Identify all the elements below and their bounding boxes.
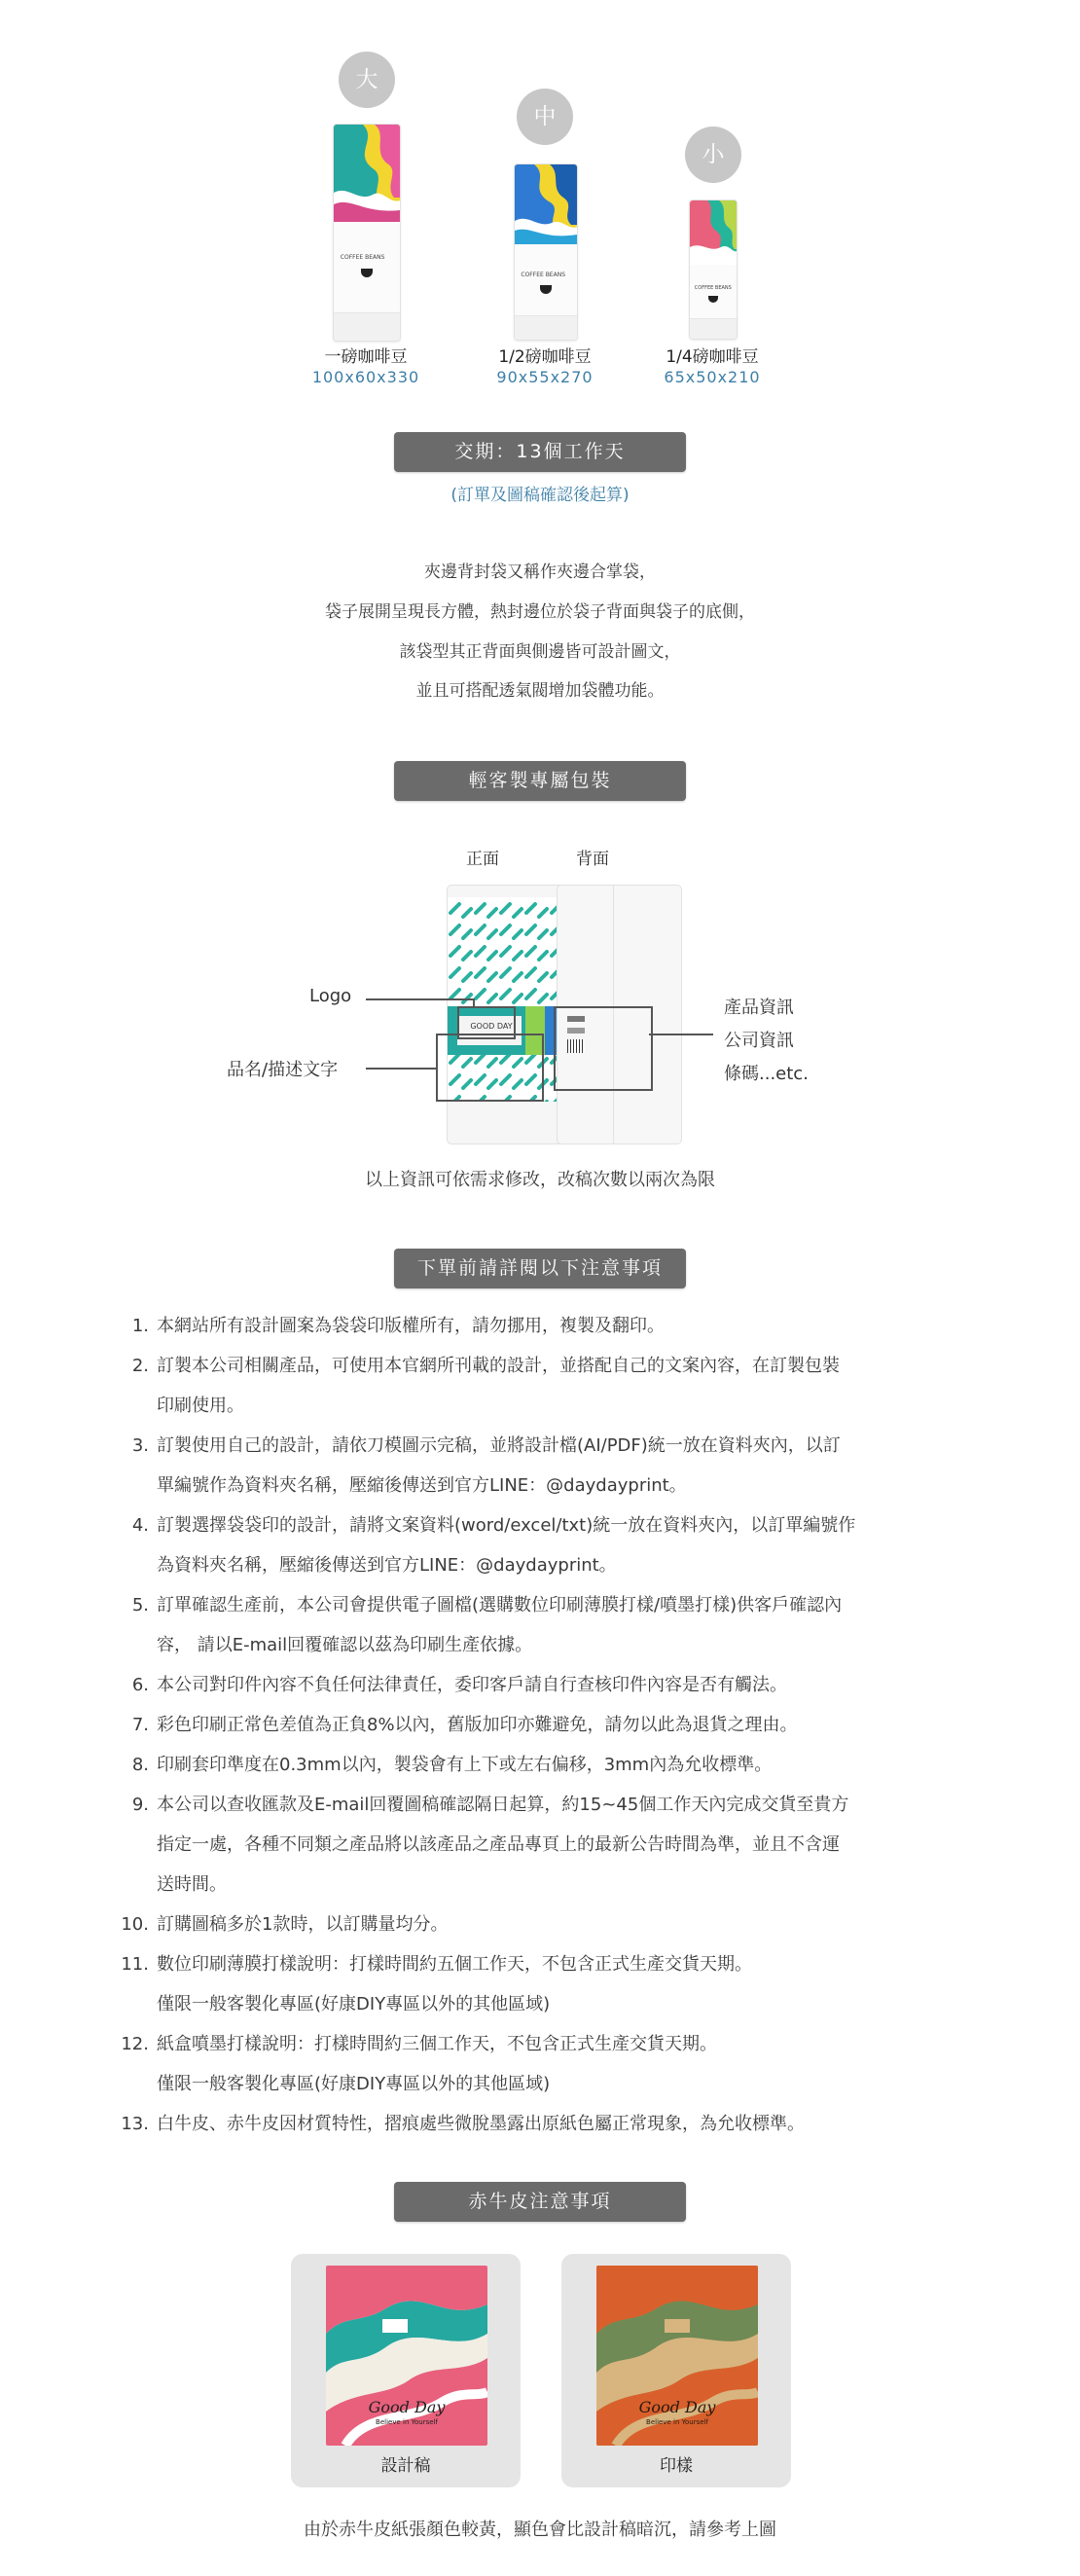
notice-item: 11. 數位印刷薄膜打樣說明：打樣時間約五個工作天，不包含正式生產交貨天期。 僅限一般客製化專區(好康DIY專區以外的其他區域)	[121, 1954, 752, 2014]
cup-icon	[361, 269, 373, 277]
cup-icon	[540, 285, 552, 294]
notice-item: 3. 訂製使用自己的設計，請依刀模圖示完稿，並將設計檔(AI/PDF)統一放在資料夾內，以訂 單編號作為資料夾名稱，壓縮後傳送到官方LINE：@daydayprint。	[131, 1435, 841, 1496]
size-badge-small: 小	[685, 127, 741, 183]
custom-footnote: 以上資訊可依需求修改，改稿次數以兩次為限	[365, 1170, 715, 1190]
print-card	[561, 2254, 791, 2487]
notice-item: 12. 紙盒噴墨打樣說明：打樣時間約三個工作天，不包含正式生產交貨天期。 僅限一般客製化專區(好康DIY專區以外的其他區域)	[121, 2034, 717, 2094]
logo-callout-label: Logo	[309, 986, 352, 1006]
notice-item: 8. 印刷套印準度在0.3mm以內，製袋會有上下或左右偏移，3mm內為允收標準。	[131, 1755, 773, 1775]
notice-item: 10. 訂購圖稿多於1款時，以訂購量均分。	[121, 1914, 449, 1935]
bag-large-label: COFFEE BEANS	[340, 254, 385, 261]
barcode-label: 條碼...etc.	[724, 1064, 809, 1084]
delivery-note: (訂單及圖稿確認後起算)	[450, 486, 630, 505]
brand-text: GOOD DAY	[470, 1022, 513, 1031]
print-sample-image	[596, 2266, 758, 2446]
notice-item: 4. 訂製選擇袋袋印的設計，請將文案資料(word/excel/txt)統一放在資料夾內，以訂單編號作 為資料夾名稱，壓縮後傳送到官方LINE：@daydayprint。	[131, 1515, 856, 1576]
bag-medium-image	[514, 163, 578, 341]
size-name-medium: 1/2磅咖啡豆	[498, 347, 592, 367]
size-name-large: 一磅咖啡豆	[324, 347, 408, 367]
name-callout-frame	[436, 1034, 544, 1102]
notice-item: 5. 訂單確認生產前，本公司會提供電子圖檔(選購數位印刷薄膜打樣/噴墨打樣)供客戶確認內 容， 請以E-mail回覆確認以茲為印刷生產依據。	[131, 1595, 843, 1655]
front-label: 正面	[466, 850, 499, 869]
design-sample-sub: Believe in Yourself	[376, 2418, 438, 2426]
bag-large-image	[333, 124, 401, 342]
info-callout-frame	[554, 1006, 653, 1091]
name-callout-label: 品名/描述文字	[227, 1060, 339, 1080]
size-badge-large: 大	[339, 52, 395, 108]
cup-icon	[708, 296, 718, 303]
notice-header: 下單前請詳閱以下注意事項	[394, 1249, 686, 1288]
notice-item: 9. 本公司以查收匯款及E-mail回覆圖稿確認隔日起算，約15~45個工作天內完成交貨至貴方 指定一處，各種不同類之產品將以該產品之產品專頁上的最新公告時間為準，並且不含運 送時間。	[131, 1795, 849, 1895]
description-line-2: 袋子展開呈現長方體，熱封邊位於袋子背面與袋子的底側，	[325, 602, 755, 622]
design-card	[291, 2254, 521, 2487]
print-sample-sub: Believe in Yourself	[646, 2418, 708, 2426]
notice-item: 2. 訂製本公司相關產品，可使用本官網所刊載的設計，並搭配自己的文案內容，在訂製包裝 印刷使用。	[131, 1356, 840, 1416]
notice-list	[112, 1306, 988, 2144]
description-line-1: 夾邊背封袋又稱作夾邊合掌袋，	[424, 562, 656, 582]
design-sample-title: Good Day	[368, 2398, 446, 2416]
delivery-header: 交期：13個工作天	[394, 432, 686, 472]
print-sample-title: Good Day	[638, 2398, 716, 2416]
size-name-small: 1/4磅咖啡豆	[666, 347, 759, 367]
print-caption: 印樣	[660, 2456, 693, 2476]
notice-item: 1. 本網站所有設計圖案為袋袋印版權所有，請勿挪用，複製及翻印。	[131, 1316, 665, 1336]
design-caption: 設計稿	[380, 2456, 431, 2476]
notice-item: 6. 本公司對印件內容不負任何法律責任，委印客戶請自行查核印件內容是否有觸法。	[131, 1675, 787, 1695]
bag-small-label: COFFEE BEANS	[694, 285, 732, 291]
notice-item: 7. 彩色印刷正常色差值為正負8%以內，舊版加印亦難避免，請勿以此為退貨之理由。	[131, 1715, 798, 1735]
bag-small-image	[689, 200, 738, 340]
kraft-footnote: 由於赤牛皮紙張顏色較黃，顯色會比設計稿暗沉，請參考上圖	[304, 2520, 776, 2540]
product-info-label: 產品資訊	[724, 998, 794, 1018]
size-dims-large: 100x60x330	[311, 368, 420, 386]
kraft-header: 赤牛皮注意事項	[394, 2182, 686, 2222]
notice-item: 13. 白牛皮、赤牛皮因材質特性，摺痕處些微脫墨露出原紙色屬正常現象，為允收標準。	[121, 2114, 805, 2134]
design-sample-image	[326, 2266, 487, 2446]
company-info-label: 公司資訊	[724, 1031, 794, 1051]
description-line-3: 該袋型其正背面與側邊皆可設計圖文，	[399, 642, 681, 662]
custom-header: 輕客製專屬包裝	[394, 761, 686, 801]
back-label: 背面	[576, 850, 609, 869]
size-dims-medium: 90x55x270	[496, 368, 594, 386]
size-badge-medium: 中	[517, 89, 573, 145]
description-line-4: 並且可搭配透氣閥增加袋體功能。	[415, 681, 665, 701]
bag-medium-label: COFFEE BEANS	[521, 272, 566, 278]
size-dims-small: 65x50x210	[664, 368, 761, 386]
